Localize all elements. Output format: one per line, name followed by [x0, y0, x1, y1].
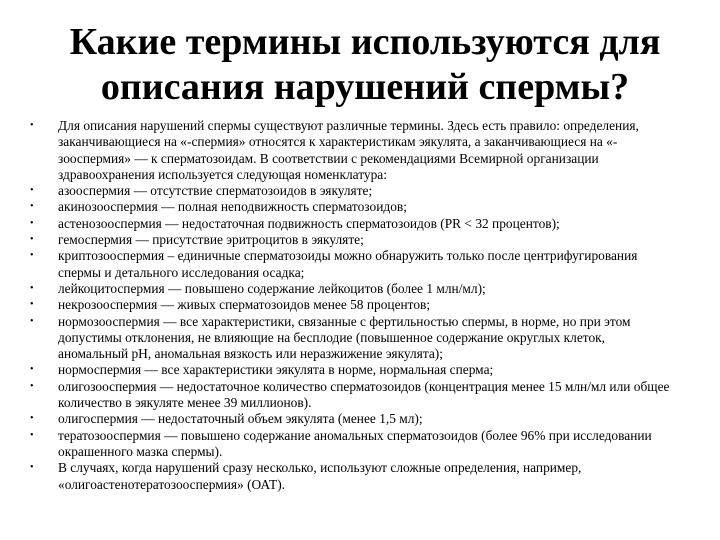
bullet-icon: • [30, 282, 34, 294]
bullet-text: криптозооспермия – единичные сперматозоиды можно обнаружить только после центрифугирования спермы и детального исследования осадка; [58, 248, 638, 280]
bullet-item [30, 362, 678, 378]
bullet-item [30, 460, 678, 493]
bullet-icon: • [30, 413, 34, 425]
bullet-item [30, 411, 678, 427]
bullet-text: азооспермия — отсутствие сперматозоидов в эякуляте; [58, 183, 373, 199]
bullet-text: гемоспермия — присутствие эритроцитов в эякуляте; [58, 232, 364, 248]
bullet-item [30, 199, 678, 215]
bullet-text: акинозооспермия — полная неподвижность сперматозоидов; [58, 199, 407, 215]
bullet-icon: • [30, 185, 34, 197]
bullet-text: некрозооспермия — живых сперматозоидов менее 58 процентов; [58, 297, 431, 313]
bullet-item [30, 428, 678, 461]
slide-title: Какие термины используются для описания нарушений спермы? [69, 21, 661, 108]
bullet-icon: • [30, 217, 34, 229]
bullet-text: нормоспермия — все характеристики эякулята в норме, нормальная сперма; [58, 362, 494, 378]
bullet-icon: • [30, 364, 34, 376]
bullet-icon: • [30, 120, 34, 131]
bullet-item [30, 314, 678, 363]
bullet-item [30, 248, 678, 281]
bullet-text: астенозооспермия — недостаточная подвижность сперматозоидов (PR < 32 процентов); [58, 215, 560, 231]
bullet-text: олигозооспермия — недостаточное количество сперматозоидов (концентрация менее 15 млн/мл или общее количество в эякуляте менее 39 миллионов). [58, 378, 670, 411]
bullet-text: олигоспермия — недостаточный объем эякулята (менее 1,5 мл); [58, 411, 423, 427]
bullet-text: тератозооспермия — повышено содержание аномальных сперматозоидов (более 96% при исследовании окрашенного мазка спермы). [58, 427, 652, 459]
bullet-item [30, 216, 678, 232]
bullet-text: В случаях, когда нарушений сразу несколько, используют сложные определения, например, «олигоастенотератозооспермия» (ОАТ). [58, 460, 582, 492]
bullet-item [30, 118, 678, 183]
bullet-item [30, 232, 678, 248]
bullet-icon: • [30, 234, 34, 246]
bullet-item [30, 379, 678, 412]
bullet-item [30, 183, 678, 199]
bullet-icon: • [30, 462, 34, 474]
bullet-item [30, 281, 678, 297]
bullet-text: Для описания нарушений спермы существуют различные термины. Здесь есть правило: определения, заканчивающиеся на «-спермия» относятся к характеристикам эякулята, а заканчивающиеся на «-зооспермия» — к сперматозоидам. В соответствии с рекомендациями Всемирной организации здравоохранения используется следующая номенклатура: [58, 118, 639, 182]
bullet-item [30, 297, 678, 313]
bullet-icon: • [30, 315, 34, 327]
bullet-icon: • [30, 429, 34, 441]
bullet-icon: • [30, 201, 34, 213]
bullet-text: нормозооспермия — все характеристики, связанные с фертильностью спермы, в норме, но при этом допустимы отклонения, не влияющие на бесплодие (повышенное содержание округлых клеток, аномальный pH, аномальная вязкость или неразжижение эякулята); [58, 313, 631, 362]
bullet-list [30, 118, 678, 493]
bullet-icon: • [30, 250, 34, 262]
bullet-icon: • [30, 380, 34, 392]
bullet-icon: • [30, 299, 34, 311]
bullet-text: лейкоцитоспермия — повышено содержание лейкоцитов (более 1 млн/мл); [58, 280, 486, 296]
